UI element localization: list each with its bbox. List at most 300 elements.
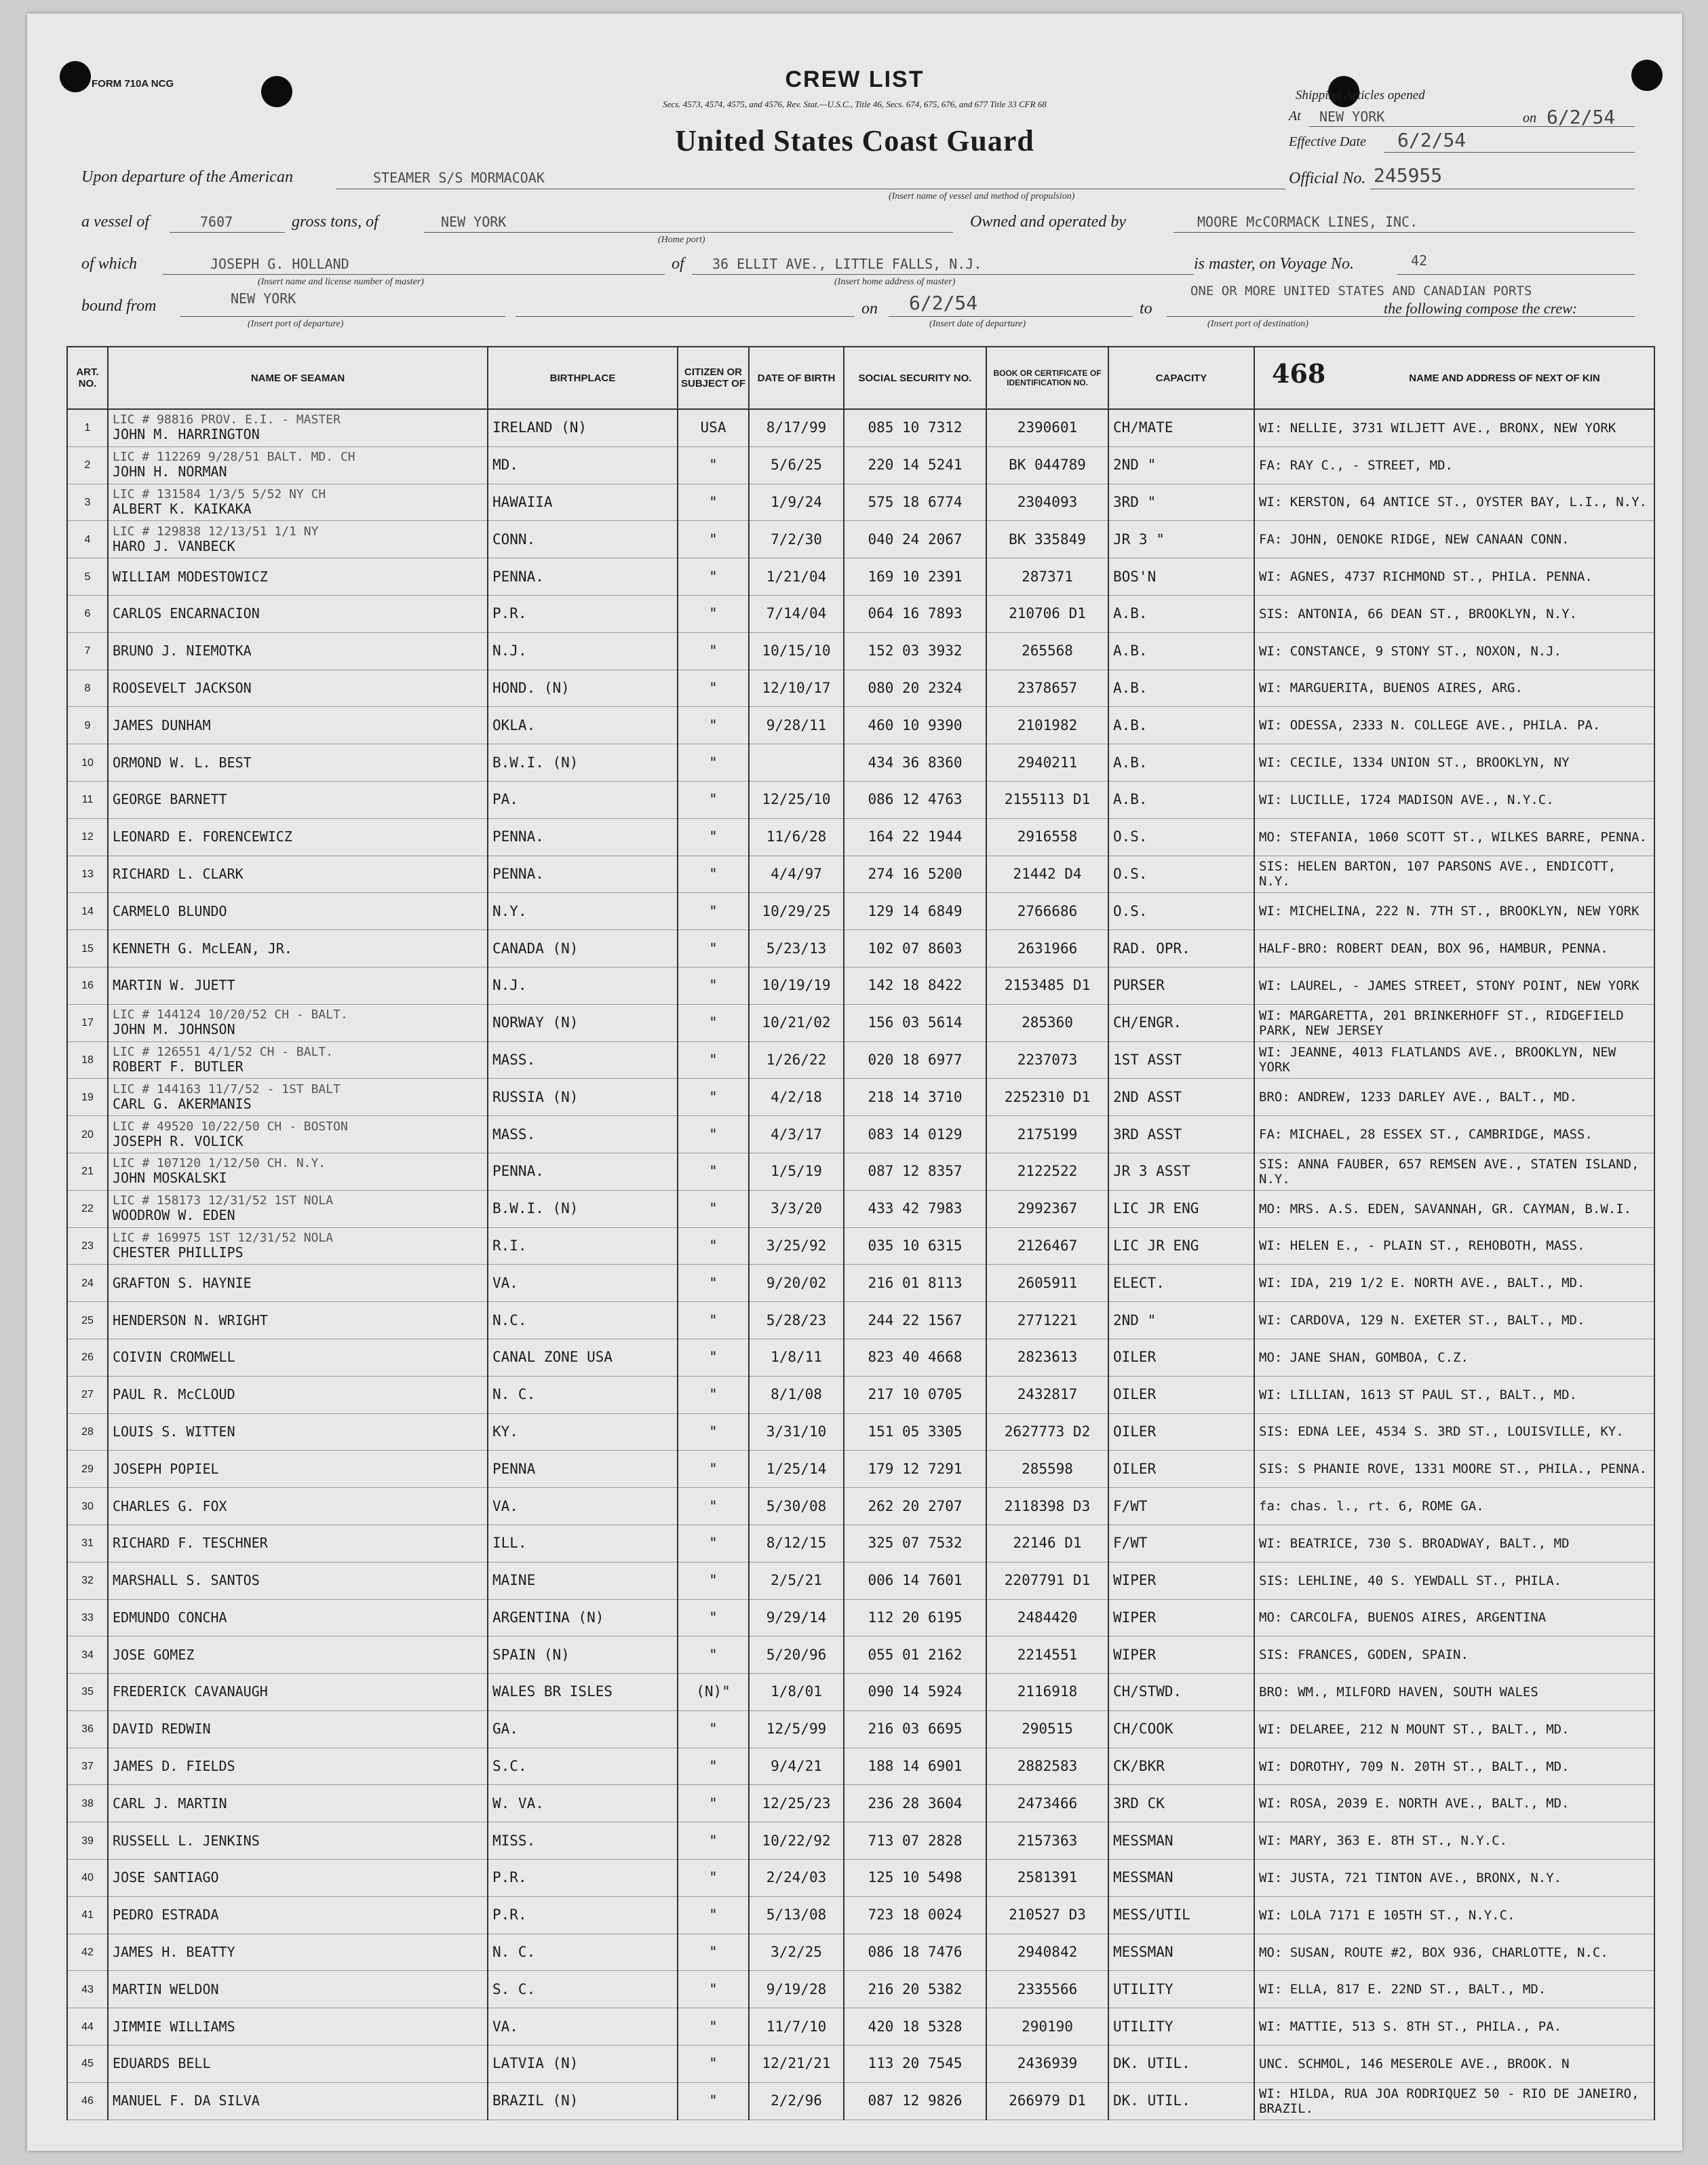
book-cell: 2207791 D1 <box>986 1562 1108 1599</box>
ssn-cell: 156 03 5614 <box>844 1004 986 1041</box>
citizen-cell: " <box>678 707 749 744</box>
citizen-cell: " <box>678 1339 749 1376</box>
next-of-kin-cell: WI: BEATRICE, 730 S. BROADWAY, BALT., MD <box>1254 1525 1654 1562</box>
citizen-cell: " <box>678 1265 749 1302</box>
col-header-art-no: ART. NO. <box>67 347 108 409</box>
crew-table <box>66 346 1655 2120</box>
citizen-cell: " <box>678 893 749 930</box>
seaman-name-cell: ORMOND W. L. BEST <box>108 744 488 782</box>
art-no-cell: 34 <box>67 1636 108 1674</box>
book-cell: 2116918 <box>986 1674 1108 1711</box>
table-row <box>67 1079 1654 1116</box>
seaman-name: WOODROW W. EDEN <box>113 1207 235 1224</box>
table-row <box>67 409 1654 446</box>
license-note: LIC # 158173 12/31/52 1ST NOLA <box>113 1193 334 1208</box>
book-cell: 210706 D1 <box>986 595 1108 632</box>
dob-cell: 1/5/19 <box>749 1153 844 1190</box>
seaman-name-cell: RUSSELL L. JENKINS <box>108 1822 488 1860</box>
table-row <box>67 446 1654 484</box>
table-row <box>67 1822 1654 1860</box>
seaman-name-cell: PEDRO ESTRADA <box>108 1896 488 1934</box>
table-row <box>67 1265 1654 1302</box>
articles-on-value: 6/2/54 <box>1547 106 1616 128</box>
citizen-cell: " <box>678 1079 749 1116</box>
capacity-cell: 2ND " <box>1108 1302 1254 1339</box>
book-cell: 2473466 <box>986 1785 1108 1822</box>
next-of-kin-cell: WI: LUCILLE, 1724 MADISON AVE., N.Y.C. <box>1254 781 1654 818</box>
seaman-name-cell: MARSHALL S. SANTOS <box>108 1562 488 1599</box>
ssn-cell: 723 18 0024 <box>844 1896 986 1934</box>
book-cell: 21442 D4 <box>986 856 1108 893</box>
dob-cell: 1/21/04 <box>749 558 844 596</box>
ssn-cell: 086 18 7476 <box>844 1934 986 1971</box>
art-no-cell: 13 <box>67 856 108 893</box>
dob-cell: 8/17/99 <box>749 409 844 446</box>
capacity-cell: CH/COOK <box>1108 1710 1254 1748</box>
art-no-cell: 10 <box>67 744 108 782</box>
birthplace-cell: P.R. <box>488 595 678 632</box>
ssn-cell: 713 07 2828 <box>844 1822 986 1860</box>
license-note: LIC # 169975 1ST 12/31/52 NOLA <box>113 1230 334 1245</box>
birthplace-cell: MASS. <box>488 1041 678 1079</box>
book-cell: 265568 <box>986 632 1108 670</box>
book-cell: 2378657 <box>986 670 1108 707</box>
col-header-name: NAME OF SEAMAN <box>108 347 488 409</box>
destination-hint: (Insert port of destination) <box>1207 319 1308 329</box>
birthplace-cell: NORWAY (N) <box>488 1004 678 1041</box>
ssn-cell: 055 01 2162 <box>844 1636 986 1674</box>
vessel-hint: (Insert name of vessel and method of propulsion) <box>889 191 1075 202</box>
next-of-kin-cell: SIS: ANTONIA, 66 DEAN ST., BROOKLYN, N.Y. <box>1254 595 1654 632</box>
citizen-cell: " <box>678 1562 749 1599</box>
capacity-cell: O.S. <box>1108 856 1254 893</box>
table-row <box>67 930 1654 967</box>
ssn-cell: 112 20 6195 <box>844 1599 986 1636</box>
dob-cell: 7/2/30 <box>749 521 844 558</box>
seaman-name-cell: DAVID REDWIN <box>108 1710 488 1748</box>
capacity-cell: 1ST ASST <box>1108 1041 1254 1079</box>
seaman-name: JOHN H. NORMAN <box>113 463 227 480</box>
destination: ONE OR MORE UNITED STATES AND CANADIAN PORTS <box>1190 284 1532 299</box>
citizen-cell: " <box>678 1190 749 1227</box>
next-of-kin-cell: MO: CARCOLFA, BUENOS AIRES, ARGENTINA <box>1254 1599 1654 1636</box>
ssn-cell: 083 14 0129 <box>844 1116 986 1153</box>
citizen-cell: " <box>678 1822 749 1860</box>
book-cell: 22146 D1 <box>986 1525 1108 1562</box>
next-of-kin-cell: WI: KERSTON, 64 ANTICE ST., OYSTER BAY, L.I., N.Y. <box>1254 484 1654 521</box>
table-row <box>67 1562 1654 1599</box>
art-no-cell: 38 <box>67 1785 108 1822</box>
birthplace-cell: PA. <box>488 781 678 818</box>
ssn-cell: 169 10 2391 <box>844 558 986 596</box>
table-row <box>67 1896 1654 1934</box>
dob-cell: 5/30/08 <box>749 1488 844 1525</box>
seaman-name-cell: ROOSEVELT JACKSON <box>108 670 488 707</box>
table-row <box>67 781 1654 818</box>
ssn-cell: 460 10 9390 <box>844 707 986 744</box>
art-no-cell: 43 <box>67 1971 108 2008</box>
capacity-cell: A.B. <box>1108 632 1254 670</box>
table-row <box>67 2008 1654 2046</box>
ssn-cell: 434 36 8360 <box>844 744 986 782</box>
col-header-birthplace: BIRTHPLACE <box>488 347 678 409</box>
agency-name: United States Coast Guard <box>675 124 1034 157</box>
dob-cell: 3/3/20 <box>749 1190 844 1227</box>
citizen-cell: " <box>678 1710 749 1748</box>
next-of-kin-cell: WI: DELAREE, 212 N MOUNT ST., BALT., MD. <box>1254 1710 1654 1748</box>
next-of-kin-cell: BRO: WM., MILFORD HAVEN, SOUTH WALES <box>1254 1674 1654 1711</box>
art-no-cell: 39 <box>67 1822 108 1860</box>
table-row <box>67 595 1654 632</box>
table-row <box>67 2046 1654 2083</box>
ssn-cell: 218 14 3710 <box>844 1079 986 1116</box>
compose-label: the following compose the crew: <box>1384 300 1578 317</box>
table-row <box>67 670 1654 707</box>
seaman-name-cell <box>108 1227 488 1265</box>
birthplace-cell: SPAIN (N) <box>488 1636 678 1674</box>
book-cell: 2237073 <box>986 1041 1108 1079</box>
dob-cell: 11/7/10 <box>749 2008 844 2046</box>
license-note: LIC # 107120 1/12/50 CH. N.Y. <box>113 1156 326 1171</box>
ssn-cell: 080 20 2324 <box>844 670 986 707</box>
table-row <box>67 1302 1654 1339</box>
citizen-cell: " <box>678 2008 749 2046</box>
underline <box>692 274 1194 275</box>
capacity-cell: OILER <box>1108 1451 1254 1488</box>
capacity-cell: LIC JR ENG <box>1108 1190 1254 1227</box>
book-cell: 2432817 <box>986 1376 1108 1413</box>
capacity-cell: CH/MATE <box>1108 409 1254 446</box>
dob-cell: 10/22/92 <box>749 1822 844 1860</box>
citizen-cell: " <box>678 446 749 484</box>
seaman-name: JOHN M. JOHNSON <box>113 1021 235 1038</box>
capacity-cell: CH/ENGR. <box>1108 1004 1254 1041</box>
departure-port-hint: (Insert port of departure) <box>248 319 344 329</box>
art-no-cell: 14 <box>67 893 108 930</box>
capacity-cell: WIPER <box>1108 1599 1254 1636</box>
book-cell: 2940211 <box>986 744 1108 782</box>
ssn-cell: 220 14 5241 <box>844 446 986 484</box>
seaman-name: ROBERT F. BUTLER <box>113 1058 244 1075</box>
departure-label: Upon departure of the American <box>81 168 293 186</box>
art-no-cell: 1 <box>67 409 108 446</box>
ssn-cell: 433 42 7983 <box>844 1190 986 1227</box>
license-note: LIC # 144124 10/20/52 CH - BALT. <box>113 1008 348 1022</box>
departure-port: NEW YORK <box>231 290 296 307</box>
departure-date-hint: (Insert date of departure) <box>929 319 1026 329</box>
seaman-name-cell: CARLOS ENCARNACION <box>108 595 488 632</box>
dob-cell: 5/23/13 <box>749 930 844 967</box>
seaman-name-cell <box>108 1041 488 1079</box>
citizen-cell: " <box>678 632 749 670</box>
art-no-cell: 40 <box>67 1860 108 1897</box>
dob-cell: 5/20/96 <box>749 1636 844 1674</box>
citizen-cell: " <box>678 670 749 707</box>
art-no-cell: 5 <box>67 558 108 596</box>
license-note: LIC # 131584 1/3/5 5/52 NY CH <box>113 486 326 501</box>
dob-cell: 2/24/03 <box>749 1860 844 1897</box>
seaman-name-cell <box>108 1116 488 1153</box>
ssn-cell: 217 10 0705 <box>844 1376 986 1413</box>
ssn-cell: 006 14 7601 <box>844 1562 986 1599</box>
dob-cell: 10/29/25 <box>749 893 844 930</box>
art-no-cell: 28 <box>67 1413 108 1451</box>
ssn-cell: 216 03 6695 <box>844 1710 986 1748</box>
art-no-cell: 9 <box>67 707 108 744</box>
art-no-cell: 3 <box>67 484 108 521</box>
seaman-name-cell: HENDERSON N. WRIGHT <box>108 1302 488 1339</box>
capacity-cell: OILER <box>1108 1339 1254 1376</box>
next-of-kin-cell: UNC. SCHMOL, 146 MESEROLE AVE., BROOK. N <box>1254 2046 1654 2083</box>
seaman-name-cell <box>108 446 488 484</box>
dob-cell: 5/28/23 <box>749 1302 844 1339</box>
art-no-cell: 45 <box>67 2046 108 2083</box>
citizen-cell: " <box>678 1748 749 1785</box>
ssn-cell: 102 07 8603 <box>844 930 986 967</box>
underline <box>889 316 1133 317</box>
table-row <box>67 1451 1654 1488</box>
book-cell: 2118398 D3 <box>986 1488 1108 1525</box>
dob-cell: 1/8/11 <box>749 1339 844 1376</box>
next-of-kin-cell: MO: JANE SHAN, GOMBOA, C.Z. <box>1254 1339 1654 1376</box>
art-no-cell: 6 <box>67 595 108 632</box>
art-no-cell: 12 <box>67 818 108 856</box>
dob-cell: 9/20/02 <box>749 1265 844 1302</box>
citizen-cell: " <box>678 818 749 856</box>
official-number: 245955 <box>1374 164 1443 187</box>
effective-label: Effective Date <box>1289 134 1366 149</box>
table-header-row <box>67 347 1654 409</box>
dob-cell: 2/2/96 <box>749 2082 844 2120</box>
seaman-name-cell: EDMUNDO CONCHA <box>108 1599 488 1636</box>
next-of-kin-cell: WI: JUSTA, 721 TINTON AVE., BRONX, N.Y. <box>1254 1860 1654 1897</box>
seaman-name: HARO J. VANBECK <box>113 537 235 554</box>
table-row <box>67 1339 1654 1376</box>
ssn-cell: 035 10 6315 <box>844 1227 986 1265</box>
table-row <box>67 558 1654 596</box>
book-cell: 2581391 <box>986 1860 1108 1897</box>
col-header-dob: DATE OF BIRTH <box>749 347 844 409</box>
book-cell: 2155113 D1 <box>986 781 1108 818</box>
book-cell: 290190 <box>986 2008 1108 2046</box>
ssn-cell: 823 40 4668 <box>844 1339 986 1376</box>
book-cell: BK 335849 <box>986 521 1108 558</box>
master-address: 36 ELLIT AVE., LITTLE FALLS, N.J. <box>712 256 982 272</box>
seaman-name-cell: PAUL R. McCLOUD <box>108 1376 488 1413</box>
birthplace-cell: LATVIA (N) <box>488 2046 678 2083</box>
capacity-cell: UTILITY <box>1108 1971 1254 2008</box>
ssn-cell: 164 22 1944 <box>844 818 986 856</box>
next-of-kin-cell: WI: LOLA 7171 E 105TH ST., N.Y.C. <box>1254 1896 1654 1934</box>
citizen-cell: " <box>678 1525 749 1562</box>
dob-cell <box>749 744 844 782</box>
birthplace-cell: VA. <box>488 1488 678 1525</box>
dob-cell: 1/26/22 <box>749 1041 844 1079</box>
citizen-cell: " <box>678 744 749 782</box>
art-no-cell: 36 <box>67 1710 108 1748</box>
birthplace-cell: S.C. <box>488 1748 678 1785</box>
birthplace-cell: CONN. <box>488 521 678 558</box>
dob-cell: 8/1/08 <box>749 1376 844 1413</box>
book-cell: 266979 D1 <box>986 2082 1108 2120</box>
birthplace-cell: RUSSIA (N) <box>488 1079 678 1116</box>
ssn-cell: 575 18 6774 <box>844 484 986 521</box>
col-header-capacity: CAPACITY <box>1108 347 1254 409</box>
dob-cell: 12/25/23 <box>749 1785 844 1822</box>
art-no-cell: 20 <box>67 1116 108 1153</box>
seaman-name-cell: JIMMIE WILLIAMS <box>108 2008 488 2046</box>
birthplace-cell: N. C. <box>488 1934 678 1971</box>
owner: MOORE McCORMACK LINES, INC. <box>1197 214 1418 230</box>
book-cell: 2304093 <box>986 484 1108 521</box>
birthplace-cell: PENNA. <box>488 558 678 596</box>
birthplace-cell: N. C. <box>488 1376 678 1413</box>
dob-cell: 8/12/15 <box>749 1525 844 1562</box>
ssn-cell: 020 18 6977 <box>844 1041 986 1079</box>
next-of-kin-cell: SIS: LEHLINE, 40 S. YEWDALL ST., PHILA. <box>1254 1562 1654 1599</box>
art-no-cell: 44 <box>67 2008 108 2046</box>
master-hint: (Insert name and license number of master) <box>258 277 424 287</box>
book-cell: 2992367 <box>986 1190 1108 1227</box>
capacity-cell: 2ND " <box>1108 446 1254 484</box>
book-cell: 2766686 <box>986 893 1108 930</box>
table-row <box>67 2082 1654 2120</box>
citizen-cell: " <box>678 558 749 596</box>
ssn-cell: 087 12 8357 <box>844 1153 986 1190</box>
capacity-cell: A.B. <box>1108 595 1254 632</box>
capacity-cell: JR 3 ASST <box>1108 1153 1254 1190</box>
ssn-cell: 262 20 2707 <box>844 1488 986 1525</box>
table-row <box>67 1934 1654 1971</box>
birthplace-cell: N.J. <box>488 632 678 670</box>
gross-tons: 7607 <box>200 214 233 230</box>
table-row <box>67 1971 1654 2008</box>
next-of-kin-cell: MO: SUSAN, ROUTE #2, BOX 936, CHARLOTTE, N.C. <box>1254 1934 1654 1971</box>
ssn-cell: 129 14 6849 <box>844 893 986 930</box>
citizen-cell: " <box>678 1302 749 1339</box>
citizen-cell: " <box>678 1971 749 2008</box>
birthplace-cell: WALES BR ISLES <box>488 1674 678 1711</box>
book-cell: 2153485 D1 <box>986 967 1108 1004</box>
citizen-cell: " <box>678 1004 749 1041</box>
seaman-name-cell <box>108 1079 488 1116</box>
citizen-cell: " <box>678 1116 749 1153</box>
next-of-kin-cell: WI: CECILE, 1334 UNION ST., BROOKLYN, NY <box>1254 744 1654 782</box>
underline <box>163 274 665 275</box>
book-cell: 2484420 <box>986 1599 1108 1636</box>
seaman-name-cell <box>108 1190 488 1227</box>
table-row <box>67 1116 1654 1153</box>
citizen-cell: " <box>678 1413 749 1451</box>
art-no-cell: 35 <box>67 1674 108 1711</box>
next-of-kin-cell: WI: CONSTANCE, 9 STONY ST., NOXON, N.J. <box>1254 632 1654 670</box>
next-of-kin-cell: SIS: S PHANIE ROVE, 1331 MOORE ST., PHILA., PENNA. <box>1254 1451 1654 1488</box>
citizen-cell: " <box>678 967 749 1004</box>
art-no-cell: 7 <box>67 632 108 670</box>
book-cell: 2101982 <box>986 707 1108 744</box>
next-of-kin-cell: WI: HELEN E., - PLAIN ST., REHOBOTH, MASS. <box>1254 1227 1654 1265</box>
capacity-cell: 2ND ASST <box>1108 1079 1254 1116</box>
art-no-cell: 11 <box>67 781 108 818</box>
birthplace-cell: IRELAND (N) <box>488 409 678 446</box>
table-row <box>67 1636 1654 1674</box>
home-port: NEW YORK <box>441 214 507 230</box>
ssn-cell: 244 22 1567 <box>844 1302 986 1339</box>
next-of-kin-cell: MO: MRS. A.S. EDEN, SAVANNAH, GR. CAYMAN, B.W.I. <box>1254 1190 1654 1227</box>
capacity-cell: OILER <box>1108 1376 1254 1413</box>
next-of-kin-cell: WI: MARY, 363 E. 8TH ST., N.Y.C. <box>1254 1822 1654 1860</box>
dob-cell: 3/25/92 <box>749 1227 844 1265</box>
capacity-cell: UTILITY <box>1108 2008 1254 2046</box>
birthplace-cell: PENNA. <box>488 1153 678 1190</box>
book-cell: 210527 D3 <box>986 1896 1108 1934</box>
birthplace-cell: HOND. (N) <box>488 670 678 707</box>
next-of-kin-cell: SIS: FRANCES, GODEN, SPAIN. <box>1254 1636 1654 1674</box>
birthplace-cell: N.Y. <box>488 893 678 930</box>
articles-at-value: NEW YORK <box>1319 109 1385 125</box>
table-row <box>67 1376 1654 1413</box>
birthplace-cell: MASS. <box>488 1116 678 1153</box>
underline <box>516 316 855 317</box>
articles-label: Shipping Articles opened <box>1296 88 1425 102</box>
seaman-name-cell: BRUNO J. NIEMOTKA <box>108 632 488 670</box>
seaman-name-cell: COIVIN CROMWELL <box>108 1339 488 1376</box>
dob-cell: 7/14/04 <box>749 595 844 632</box>
capacity-cell: 3RD CK <box>1108 1785 1254 1822</box>
next-of-kin-cell: WI: ROSA, 2039 E. NORTH AVE., BALT., MD. <box>1254 1785 1654 1822</box>
next-of-kin-cell: WI: LAUREL, - JAMES STREET, STONY POINT, NEW YORK <box>1254 967 1654 1004</box>
capacity-cell: OILER <box>1108 1413 1254 1451</box>
birthplace-cell: W. VA. <box>488 1785 678 1822</box>
dob-cell: 4/4/97 <box>749 856 844 893</box>
birthplace-cell: P.R. <box>488 1860 678 1897</box>
underline <box>170 232 285 233</box>
birthplace-cell: CANAL ZONE USA <box>488 1339 678 1376</box>
license-note: LIC # 126551 4/1/52 CH - BALT. <box>113 1044 334 1059</box>
next-of-kin-cell: WI: ODESSA, 2333 N. COLLEGE AVE., PHILA. PA. <box>1254 707 1654 744</box>
seaman-name-cell: KENNETH G. McLEAN, JR. <box>108 930 488 967</box>
birthplace-cell: HAWAIIA <box>488 484 678 521</box>
crew-list-document <box>27 14 1682 2151</box>
citizen-cell: " <box>678 930 749 967</box>
next-of-kin-cell: WI: MICHELINA, 222 N. 7TH ST., BROOKLYN, NEW YORK <box>1254 893 1654 930</box>
next-of-kin-cell: SIS: ANNA FAUBER, 657 REMSEN AVE., STATEN ISLAND, N.Y. <box>1254 1153 1654 1190</box>
capacity-cell: RAD. OPR. <box>1108 930 1254 967</box>
capacity-cell: MESS/UTIL <box>1108 1896 1254 1934</box>
capacity-cell: F/WT <box>1108 1525 1254 1562</box>
art-no-cell: 2 <box>67 446 108 484</box>
ssn-cell: 040 24 2067 <box>844 521 986 558</box>
ssn-cell: 325 07 7532 <box>844 1525 986 1562</box>
dob-cell: 5/13/08 <box>749 1896 844 1934</box>
birthplace-cell: PENNA. <box>488 818 678 856</box>
birthplace-cell: N.C. <box>488 1302 678 1339</box>
ssn-cell: 087 12 9826 <box>844 2082 986 2120</box>
dob-cell: 1/8/01 <box>749 1674 844 1711</box>
birthplace-cell: VA. <box>488 2008 678 2046</box>
ssn-cell: 142 18 8422 <box>844 967 986 1004</box>
master-address-hint: (Insert home address of master) <box>834 277 956 287</box>
seaman-name: JOHN MOSKALSKI <box>113 1170 227 1187</box>
official-label: Official No. <box>1289 170 1366 187</box>
voyage-number: 42 <box>1411 252 1428 269</box>
capacity-cell: 3RD " <box>1108 484 1254 521</box>
book-cell: 2605911 <box>986 1265 1108 1302</box>
book-cell: 2335566 <box>986 1971 1108 2008</box>
underline <box>424 232 953 233</box>
underline <box>1384 152 1635 153</box>
citizen-cell: " <box>678 595 749 632</box>
